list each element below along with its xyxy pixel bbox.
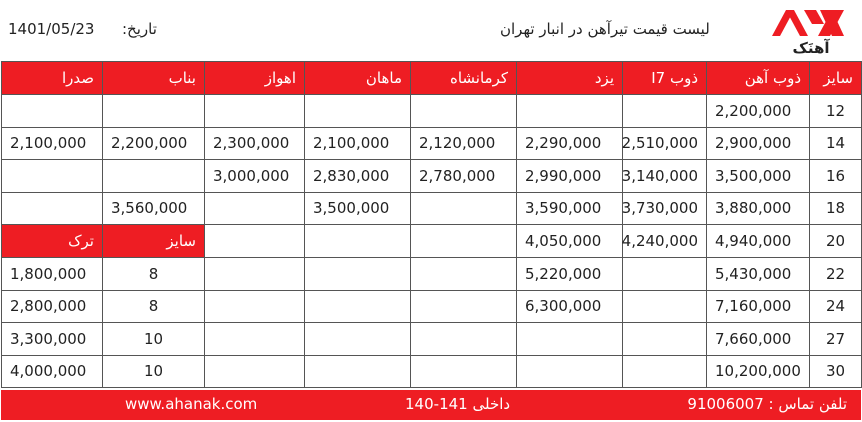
sub-table-cell: 1,800,000 (2, 258, 103, 291)
table-row (2, 95, 862, 128)
table-cell (517, 355, 623, 388)
table-cell: 18 (810, 192, 862, 225)
table-row (2, 127, 862, 160)
table-cell: 7,160,000 (707, 290, 810, 323)
table-cell: 2,100,000 (2, 127, 103, 160)
table-cell (305, 225, 411, 258)
date-value: 1401/05/23 (8, 20, 95, 38)
table-cell (205, 258, 305, 291)
table-cell: 3,000,000 (205, 160, 305, 193)
ahanak-logo (768, 6, 854, 56)
table-cell (205, 355, 305, 388)
table-cell (205, 290, 305, 323)
sub-table-cell: 3,300,000 (2, 323, 103, 356)
table-cell (411, 225, 517, 258)
sub-table-cell: 8 (103, 258, 205, 291)
table-cell: 2,990,000 (517, 160, 623, 193)
table-row (2, 192, 862, 225)
table-cell (205, 323, 305, 356)
col-header-size: سایز (810, 62, 862, 95)
table-cell: 2,300,000 (205, 127, 305, 160)
table-cell: 3,560,000 (103, 192, 205, 225)
col-header-bonab: بناب (103, 62, 205, 95)
sub-table-cell: 8 (103, 290, 205, 323)
table-row (2, 290, 862, 323)
table-cell (411, 290, 517, 323)
table-cell (623, 95, 707, 128)
table-cell: 4,940,000 (707, 225, 810, 258)
table-cell (411, 95, 517, 128)
table-cell: 7,660,000 (707, 323, 810, 356)
table-cell: 3,500,000 (707, 160, 810, 193)
col-header-zob-i7: ذوب I7 (623, 62, 707, 95)
table-cell: 2,200,000 (707, 95, 810, 128)
table-cell: 5,430,000 (707, 258, 810, 291)
table-cell (103, 160, 205, 193)
table-cell: 4,050,000 (517, 225, 623, 258)
table-cell (305, 290, 411, 323)
col-header-mahan: ماهان (305, 62, 411, 95)
sub-table-cell: 10 (103, 323, 205, 356)
table-cell: 30 (810, 355, 862, 388)
page-header (0, 0, 862, 60)
table-cell: 27 (810, 323, 862, 356)
table-cell: 3,500,000 (305, 192, 411, 225)
table-cell (517, 323, 623, 356)
table-cell: 12 (810, 95, 862, 128)
website-link[interactable]: www.ahanak.com (125, 395, 258, 413)
table-cell (205, 95, 305, 128)
col-header-ahvaz: اهواز (205, 62, 305, 95)
table-cell: 2,290,000 (517, 127, 623, 160)
table-cell: 2,200,000 (103, 127, 205, 160)
table-cell: 3,880,000 (707, 192, 810, 225)
table-cell (411, 323, 517, 356)
table-cell (411, 258, 517, 291)
table-cell (305, 323, 411, 356)
table-row (2, 323, 862, 356)
table-cell: 2,830,000 (305, 160, 411, 193)
sub-table-cell: 4,000,000 (2, 355, 103, 388)
table-cell: 10,200,000 (707, 355, 810, 388)
table-cell: 16 (810, 160, 862, 193)
ahanak-logo-mark (768, 6, 854, 56)
sub-table-cell: 10 (103, 355, 205, 388)
table-cell (205, 225, 305, 258)
table-cell: 3,730,000 (623, 192, 707, 225)
table-cell: 3,140,000 (623, 160, 707, 193)
table-header-row (2, 62, 862, 95)
table-cell: 6,300,000 (517, 290, 623, 323)
price-table (1, 61, 862, 388)
table-cell (517, 95, 623, 128)
sub-header-tork: ترک (2, 225, 103, 258)
table-row (2, 355, 862, 388)
table-row (2, 160, 862, 193)
sub-table-cell: 2,800,000 (2, 290, 103, 323)
col-header-kermanshah: کرمانشاه (411, 62, 517, 95)
table-cell (305, 355, 411, 388)
table-cell (623, 258, 707, 291)
table-cell (411, 355, 517, 388)
table-cell (623, 290, 707, 323)
table-cell (623, 323, 707, 356)
table-cell: 2,120,000 (411, 127, 517, 160)
table-cell: 2,510,000 (623, 127, 707, 160)
col-header-sadra: صدرا (2, 62, 103, 95)
col-header-zob-ahan: ذوب آهن (707, 62, 810, 95)
col-header-yazd: یزد (517, 62, 623, 95)
table-cell: 3,590,000 (517, 192, 623, 225)
table-cell: 20 (810, 225, 862, 258)
logo-text: آهنَک (792, 39, 830, 56)
sub-header-size: سایز (103, 225, 205, 258)
table-row (2, 225, 862, 258)
internal-extension: داخلی 141-140 (405, 395, 511, 413)
sheet-title: لیست قیمت تیرآهن در انبار تهران (500, 20, 710, 38)
table-cell: 14 (810, 127, 862, 160)
table-cell (2, 192, 103, 225)
table-cell (205, 192, 305, 225)
table-cell: 2,100,000 (305, 127, 411, 160)
table-cell (305, 258, 411, 291)
table-cell (2, 160, 103, 193)
table-cell (2, 95, 103, 128)
table-cell: 22 (810, 258, 862, 291)
page-footer (1, 390, 861, 420)
table-cell: 5,220,000 (517, 258, 623, 291)
contact-phone: تلفن تماس : 91006007 (687, 395, 847, 413)
table-cell: 24 (810, 290, 862, 323)
table-cell: 2,780,000 (411, 160, 517, 193)
table-cell: 4,240,000 (623, 225, 707, 258)
table-cell (623, 355, 707, 388)
table-cell (103, 95, 205, 128)
date-label: تاریخ: (122, 20, 157, 38)
table-row (2, 258, 862, 291)
table-cell (305, 95, 411, 128)
table-cell (411, 192, 517, 225)
table-cell: 2,900,000 (707, 127, 810, 160)
